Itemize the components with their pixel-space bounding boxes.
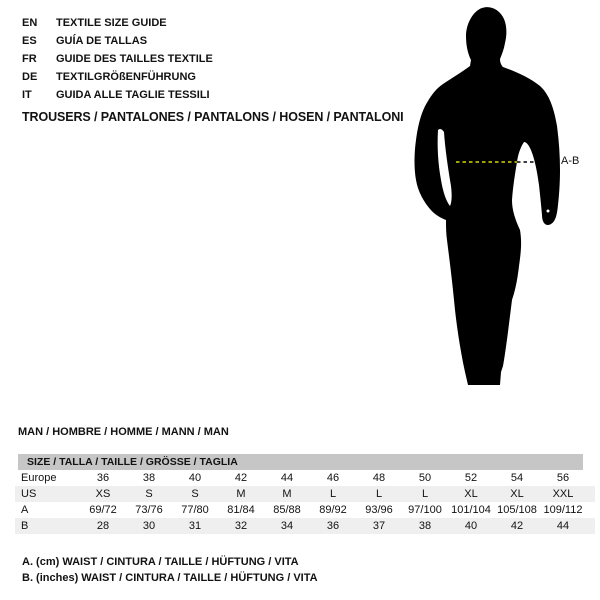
language-guide-title: GUIDE DES TAILLES TEXTILE [56, 53, 213, 65]
size-value-cell: 89/92 [319, 504, 347, 516]
size-value-cell: 101/104 [451, 504, 491, 516]
size-value-cell: XS [95, 488, 111, 500]
size-table [15, 454, 595, 534]
size-table-body [15, 470, 595, 534]
size-value-cell: 36 [96, 472, 110, 484]
product-category-title: TROUSERS / PANTALONES / PANTALONS / HOSEN / PANTALONI [22, 110, 404, 124]
size-row-label: Europe [21, 472, 57, 484]
size-value-cell: 37 [372, 520, 386, 532]
size-value-cell: 44 [280, 472, 294, 484]
size-value-cell: 44 [556, 520, 570, 532]
size-value-cell: XL [464, 488, 478, 500]
size-row-label: US [21, 488, 37, 500]
language-guide-title: TEXTILGRÖßENFÜHRUNG [56, 71, 196, 83]
language-row [22, 32, 213, 50]
man-silhouette-svg [400, 4, 570, 404]
size-value-cell: 40 [188, 472, 202, 484]
size-value-cell: 28 [96, 520, 110, 532]
size-value-cell: 36 [326, 520, 340, 532]
language-code: EN [22, 17, 38, 29]
size-value-cell: 93/96 [365, 504, 393, 516]
size-value-cell: 42 [510, 520, 524, 532]
size-value-cell: 30 [142, 520, 156, 532]
language-row [22, 68, 213, 86]
size-value-cell: 73/76 [135, 504, 163, 516]
size-value-cell: L [375, 488, 383, 500]
size-table-row [15, 518, 595, 534]
man-silhouette-figure [400, 4, 570, 404]
size-value-cell: 38 [418, 520, 432, 532]
size-value-cell: 69/72 [89, 504, 117, 516]
size-value-cell: XL [510, 488, 524, 500]
size-value-cell: S [145, 488, 153, 500]
language-code: DE [22, 71, 38, 83]
size-value-cell: L [329, 488, 337, 500]
size-value-cell: 85/88 [273, 504, 301, 516]
size-value-cell: 77/80 [181, 504, 209, 516]
size-row-label: B [21, 520, 29, 532]
size-row-label: A [21, 504, 29, 516]
size-value-cell: 42 [234, 472, 248, 484]
size-value-cell: 50 [418, 472, 432, 484]
size-value-cell: XXL [552, 488, 574, 500]
size-value-cell: 52 [464, 472, 478, 484]
language-guide-title: GUÍA DE TALLAS [56, 35, 148, 47]
language-row [22, 50, 213, 68]
language-list [22, 14, 213, 104]
size-value-cell: 46 [326, 472, 340, 484]
size-value-cell: 109/112 [543, 504, 583, 516]
size-value-cell: M [282, 488, 292, 500]
footnote-line: A. (cm) WAIST / CINTURA / TAILLE / HÜFTUNG / VITA [22, 556, 299, 568]
language-code: ES [22, 35, 37, 47]
language-code: IT [22, 89, 32, 101]
size-value-cell: M [236, 488, 246, 500]
size-value-cell: S [191, 488, 199, 500]
size-value-cell: 38 [142, 472, 156, 484]
size-value-cell: 105/108 [497, 504, 537, 516]
size-table-row [15, 502, 595, 518]
language-guide-title: GUIDA ALLE TAGLIE TESSILI [56, 89, 210, 101]
size-value-cell: L [421, 488, 429, 500]
size-table-header: SIZE / TALLA / TAILLE / GRÖSSE / TAGLIA [18, 454, 583, 470]
size-table-row [15, 470, 595, 486]
size-value-cell: 40 [464, 520, 478, 532]
size-value-cell: 32 [234, 520, 248, 532]
size-value-cell: 34 [280, 520, 294, 532]
language-row [22, 14, 213, 32]
hand-thumb-notch [547, 210, 550, 213]
man-silhouette-shape [415, 7, 561, 385]
size-value-cell: 48 [372, 472, 386, 484]
measurement-footnotes [22, 554, 318, 586]
size-table-row [15, 486, 595, 502]
size-value-cell: 54 [510, 472, 524, 484]
gender-section-title: MAN / HOMBRE / HOMME / MANN / MAN [18, 426, 229, 438]
language-code: FR [22, 53, 37, 65]
language-row [22, 86, 213, 104]
footnote-line: B. (inches) WAIST / CINTURA / TAILLE / HÜFTUNG / VITA [22, 572, 318, 584]
measurement-ab-label: A-B [561, 155, 580, 167]
size-value-cell: 81/84 [227, 504, 255, 516]
size-value-cell: 31 [188, 520, 202, 532]
size-value-cell: 97/100 [408, 504, 442, 516]
size-value-cell: 56 [556, 472, 570, 484]
language-guide-title: TEXTILE SIZE GUIDE [56, 17, 167, 29]
